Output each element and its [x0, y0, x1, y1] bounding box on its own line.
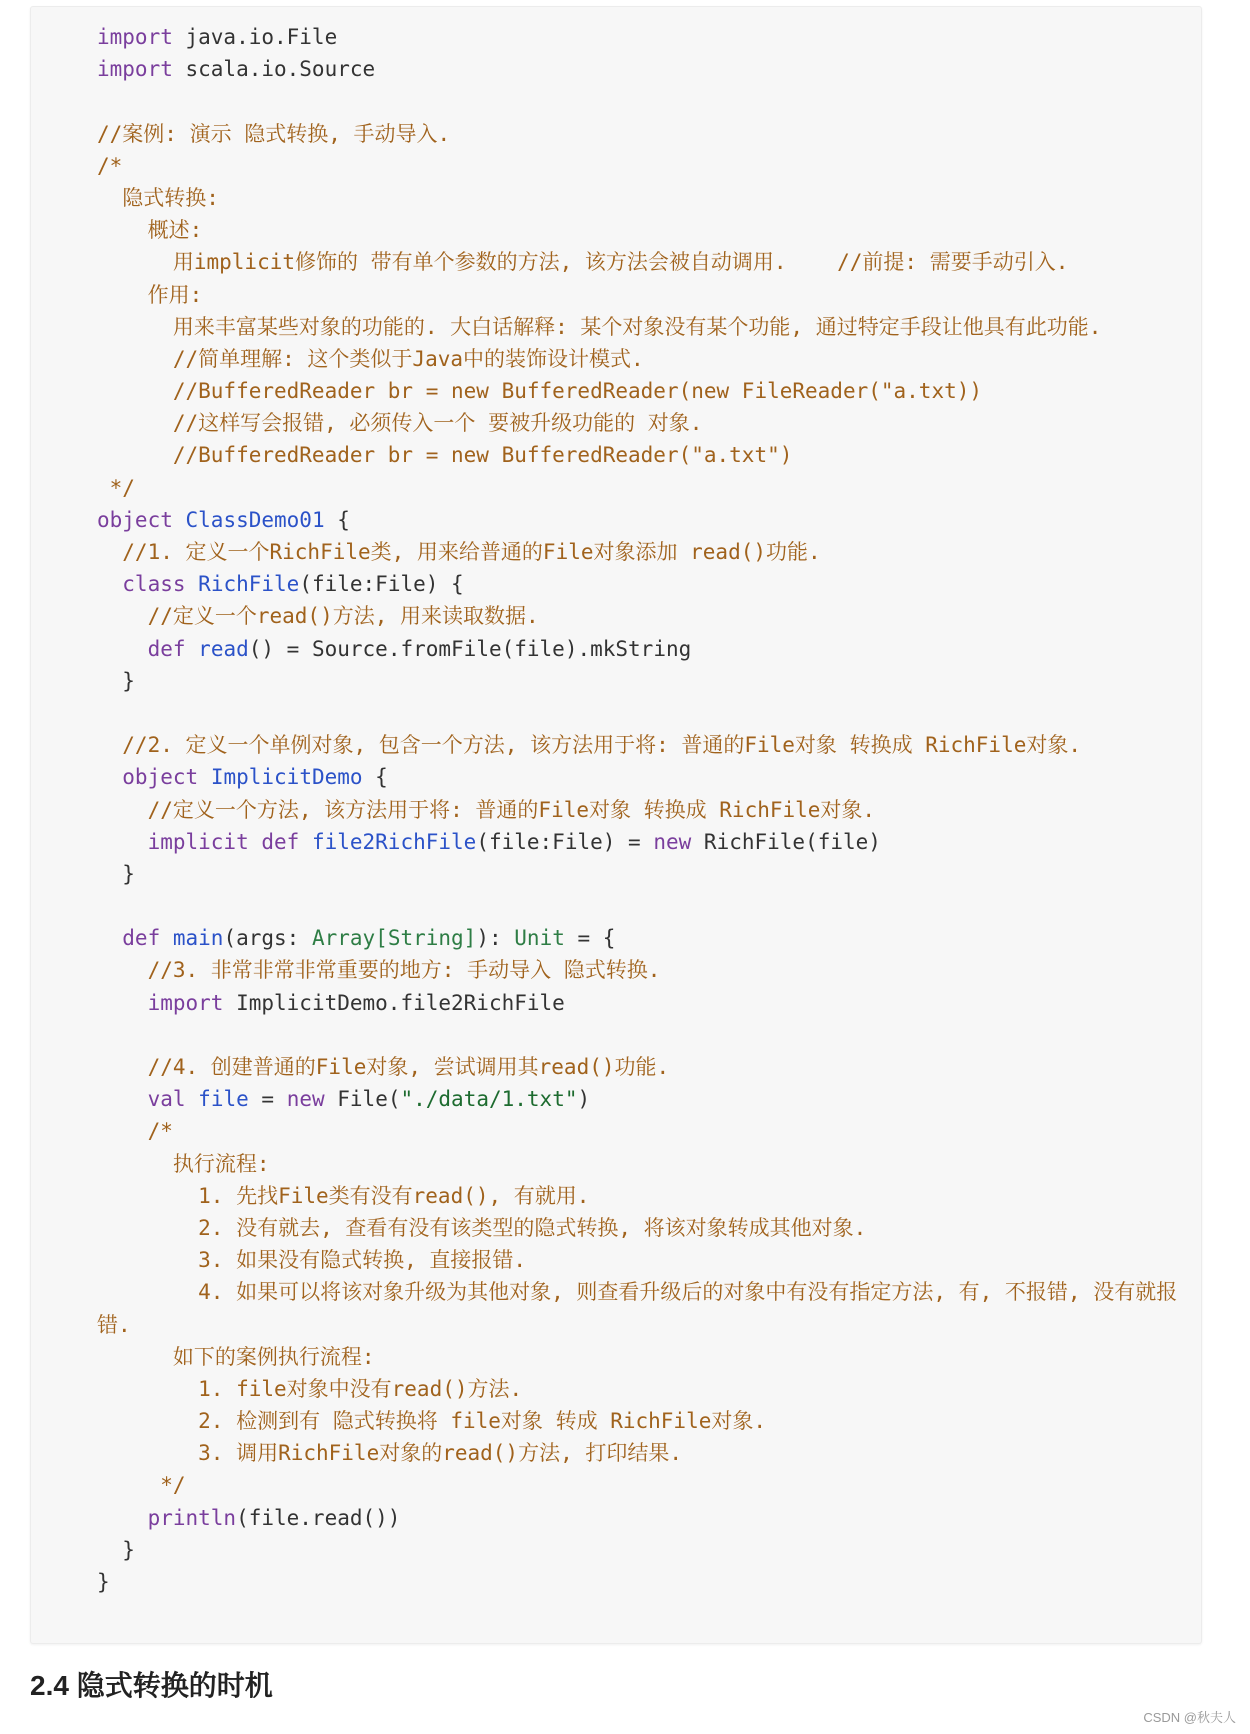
code-line	[97, 1212, 1177, 1244]
code-token: //BufferedReader br = new BufferedReader("a.txt")	[97, 443, 793, 468]
code-line	[97, 794, 1177, 826]
code-token	[173, 508, 186, 532]
code-line	[97, 1469, 1177, 1501]
code-line	[97, 439, 1177, 471]
watermark: CSDN @秋夫人	[1143, 1710, 1236, 1725]
code-token: import	[97, 57, 173, 82]
code-token: {	[362, 765, 388, 790]
code-line	[97, 600, 1177, 632]
code-line	[97, 1180, 1177, 1212]
code-token: 作用:	[97, 282, 203, 307]
code-token: //BufferedReader br = new BufferedReader(new FileReader("a.txt))	[97, 379, 983, 404]
code-token: 用implicit修饰的 带有单个参数的方法, 该方法会被自动调用. //前提: 需要手动引入.	[97, 250, 1069, 275]
code-token: Array[String]	[311, 926, 477, 951]
code-token: 用来丰富某些对象的功能的. 大白话解释: 某个对象没有某个功能, 通过特定手段让他具有此功能.	[97, 314, 1102, 339]
code-token: }	[97, 1570, 110, 1594]
code-token: //4. 创建普通的File对象, 尝试调用其read()功能.	[97, 1055, 670, 1079]
code-token: (file.read())	[236, 1505, 401, 1530]
code-token: 2. 检测到有 隐式转换将 file对象 转成 RichFile对象.	[97, 1409, 767, 1434]
code-token: RichFile(file)	[691, 829, 881, 854]
code-line	[97, 1566, 1177, 1598]
code-token: object	[97, 507, 173, 532]
code-token	[186, 1087, 199, 1111]
code-token: 3. 如果没有隐式转换, 直接报错.	[97, 1248, 527, 1273]
code-line	[97, 504, 1177, 536]
code-line	[97, 214, 1177, 246]
code-token: //这样写会报错, 必须传入一个 要被升级功能的 对象.	[97, 411, 703, 436]
code-token: )	[577, 1087, 591, 1112]
code-token: /*	[97, 153, 123, 178]
code-token	[186, 637, 199, 661]
code-token: import	[97, 25, 173, 49]
code-token: 4. 如果可以将该对象升级为其他对象, 则查看升级后的对象中有没有指定方法, 有, 不报错, 没有就报	[97, 1280, 1178, 1305]
code-token: object	[97, 765, 199, 790]
code-line	[97, 890, 1177, 922]
code-line	[97, 1115, 1177, 1147]
code-token: */	[97, 1473, 186, 1498]
code-line	[97, 118, 1177, 150]
code-line	[97, 21, 1177, 53]
code-token	[186, 572, 199, 596]
code-line	[97, 665, 1177, 697]
code-line	[97, 407, 1177, 439]
code-token: Unit	[514, 926, 565, 951]
code-token: 如下的案例执行流程:	[97, 1344, 375, 1369]
code-token: () = Source.fromFile(file).mkString	[248, 636, 692, 661]
code-line	[97, 1405, 1177, 1437]
code-token: 执行流程:	[97, 1151, 270, 1176]
code-token: 概述:	[97, 218, 203, 243]
code-token: //2. 定义一个单例对象, 包含一个方法, 该方法用于将: 普通的File对象 转换成 RichFile对象.	[97, 733, 1082, 758]
code-token: //定义一个方法, 该方法用于将: 普通的File对象 转换成 RichFile对象.	[97, 797, 876, 822]
code-token: {	[324, 507, 350, 532]
code-token: =	[248, 1087, 287, 1112]
code-token: class	[97, 572, 186, 597]
code-listing	[97, 21, 1177, 1598]
code-token: //简单理解: 这个类似于Java中的装饰设计模式.	[97, 346, 644, 371]
code-token: file	[198, 1087, 249, 1112]
code-token: def	[97, 926, 161, 951]
code-line	[97, 1244, 1177, 1276]
code-token: 1. 先找File类有没有read(), 有就用.	[97, 1183, 590, 1208]
code-token: 2. 没有就去, 查看有没有该类型的隐式转换, 将该对象转成其他对象.	[97, 1215, 867, 1240]
code-token: java.io.File	[172, 25, 338, 49]
code-line	[97, 1051, 1177, 1083]
code-token: 错.	[97, 1312, 131, 1337]
code-token: (file:File) {	[299, 572, 464, 597]
code-token: scala.io.Source	[172, 57, 376, 82]
code-line	[97, 53, 1177, 85]
code-line	[97, 343, 1177, 375]
code-token: main	[172, 926, 224, 951]
code-line	[97, 1083, 1177, 1115]
code-token: }	[97, 1537, 135, 1562]
code-line	[97, 279, 1177, 311]
code-token: /*	[97, 1119, 173, 1144]
code-token: implicit def	[97, 829, 300, 854]
code-token: 1. file对象中没有read()方法.	[97, 1376, 523, 1401]
code-line	[97, 375, 1177, 407]
code-token: read	[198, 636, 249, 661]
code-token: 隐式转换:	[97, 185, 219, 210]
code-line	[97, 536, 1177, 568]
code-line	[97, 954, 1177, 986]
code-token: ImplicitDemo	[210, 765, 363, 790]
code-line	[97, 246, 1177, 278]
code-block	[30, 6, 1202, 1644]
code-line	[97, 150, 1177, 182]
code-token: }	[97, 668, 135, 693]
code-token: }	[97, 861, 135, 886]
code-line	[97, 1276, 1177, 1308]
code-token: new	[653, 829, 692, 854]
code-token: File(	[324, 1087, 401, 1112]
code-token: RichFile	[198, 572, 300, 597]
code-token: println	[97, 1505, 237, 1530]
section-heading: 2.4 隐式转换的时机	[30, 1670, 273, 1701]
code-token: ImplicitDemo.file2RichFile	[223, 990, 565, 1015]
code-line	[97, 1534, 1177, 1566]
code-line	[97, 987, 1177, 1019]
code-token: (args:	[223, 926, 312, 951]
code-line	[97, 697, 1177, 729]
code-line	[97, 472, 1177, 504]
code-token: import	[97, 990, 224, 1015]
code-line	[97, 568, 1177, 600]
code-line	[97, 311, 1177, 343]
code-line	[97, 1373, 1177, 1405]
code-token	[198, 765, 211, 789]
code-token: ):	[476, 926, 515, 951]
code-line	[97, 1309, 1177, 1341]
code-token: //1. 定义一个RichFile类, 用来给普通的File对象添加 read()功能.	[97, 540, 821, 564]
code-token	[299, 830, 312, 854]
code-token: "./data/1.txt"	[400, 1087, 578, 1112]
code-token: //案例: 演示 隐式转换, 手动导入.	[97, 121, 451, 146]
code-token: (file:File) =	[476, 829, 654, 854]
code-token: val	[97, 1087, 186, 1112]
code-line	[97, 182, 1177, 214]
code-token: 3. 调用RichFile对象的read()方法, 打印结果.	[97, 1441, 683, 1466]
code-line	[97, 858, 1177, 890]
code-token: ClassDemo01	[185, 507, 325, 532]
code-token: def	[97, 636, 186, 661]
code-line	[97, 729, 1177, 761]
code-token	[160, 926, 173, 950]
code-token: file2RichFile	[311, 829, 477, 854]
code-line	[97, 826, 1177, 858]
code-line	[97, 1437, 1177, 1469]
code-line	[97, 1341, 1177, 1373]
code-token: //定义一个read()方法, 用来读取数据.	[97, 604, 539, 629]
code-line	[97, 922, 1177, 954]
code-line	[97, 85, 1177, 117]
code-token: new	[286, 1087, 325, 1112]
code-line	[97, 1148, 1177, 1180]
code-line	[97, 1502, 1177, 1534]
code-token: //3. 非常非常非常重要的地方: 手动导入 隐式转换.	[97, 958, 661, 983]
code-line	[97, 633, 1177, 665]
code-line	[97, 761, 1177, 793]
code-token: */	[97, 475, 135, 500]
code-line	[97, 1019, 1177, 1051]
code-token: = {	[564, 926, 616, 951]
